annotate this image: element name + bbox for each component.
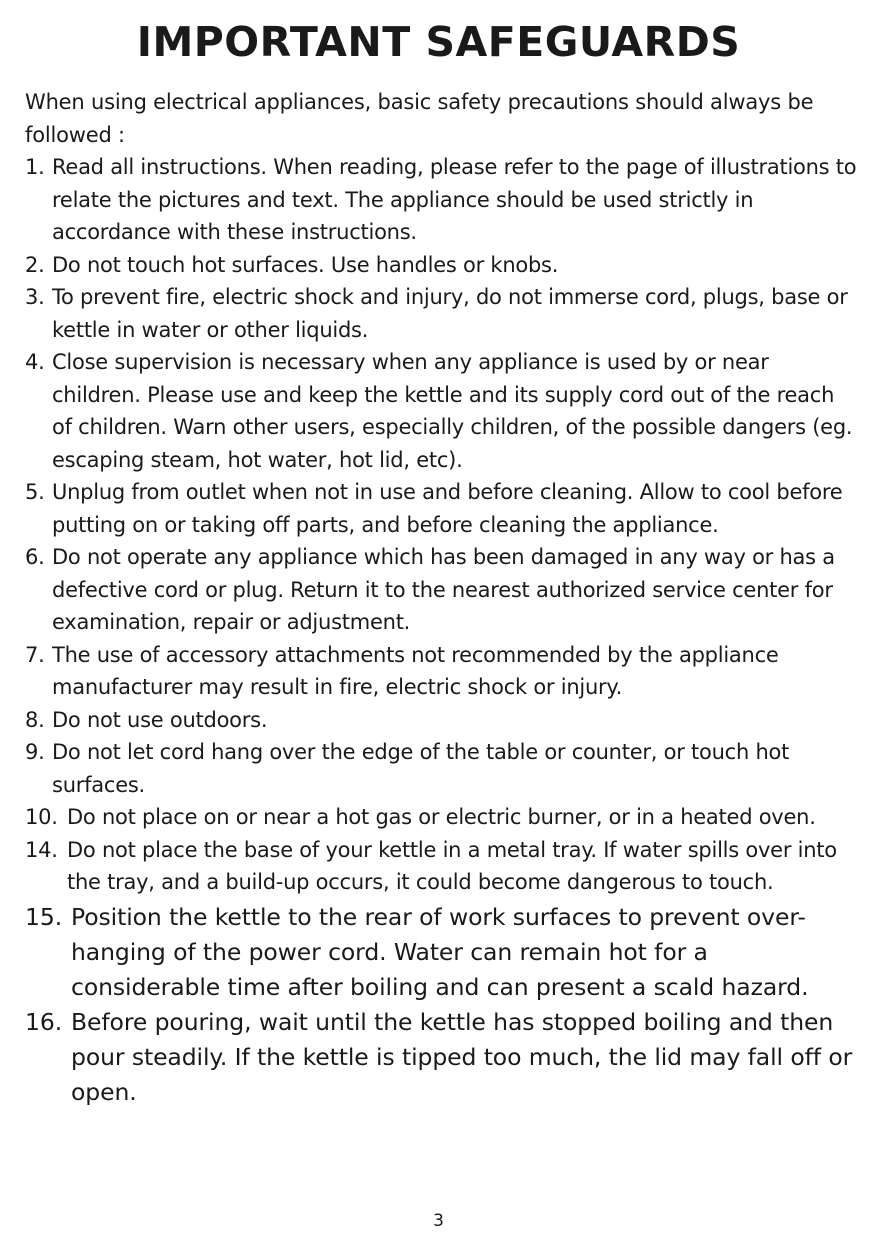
list-item — [25, 541, 860, 639]
intro-paragraph: When using electrical appliances, basic safety precautions should always be followed : — [25, 90, 814, 147]
item-text: Before pouring, wait until the kettle has stopped boiling and then pour steadily. If the kettle is tipped too much, the lid may fall off or open. — [71, 1007, 853, 1106]
item-number: 8. — [25, 707, 45, 732]
safeguards-list — [25, 151, 860, 1110]
list-item — [25, 834, 860, 899]
list-item — [25, 151, 860, 249]
page-title: IMPORTANT SAFEGUARDS — [136, 18, 741, 66]
item-text: Unplug from outlet when not in use and before cleaning. Allow to cool before putting on or taking off parts, and before cleaning the appliance. — [52, 480, 843, 537]
item-text: Do not place on or near a hot gas or electric burner, or in a heated oven. — [67, 805, 816, 829]
item-text: Do not use outdoors. — [52, 707, 268, 732]
item-number: 5. — [25, 480, 45, 504]
item-text: The use of accessory attachments not recommended by the appliance manufacturer may result in fire, electric shock or injury. — [52, 642, 779, 699]
list-item — [25, 476, 860, 541]
list-item — [25, 281, 860, 346]
item-number: 15. — [25, 902, 63, 931]
list-item — [25, 801, 860, 834]
item-number: 16. — [25, 1007, 63, 1036]
item-text: Close supervision is necessary when any appliance is used by or near children. Please use and keep the kettle and its supply cord out of the reach of children. Warn other users, especially children, of the possible dangers (eg. escaping steam, hot water, hot lid, etc). — [52, 350, 853, 472]
item-text: Read all instructions. When reading, please refer to the page of illustrations to relate the pictures and text. The appliance should be used strictly in accordance with these instructions. — [52, 155, 857, 244]
item-text: Position the kettle to the rear of work surfaces to prevent over-hanging of the power cord. Water can remain hot for a considerable time after boiling and can present a scald hazard. — [71, 902, 809, 1001]
item-text: Do not touch hot surfaces. Use handles or knobs. — [52, 252, 559, 277]
item-number: 6. — [25, 545, 45, 569]
list-item — [25, 1005, 860, 1110]
item-number: 4. — [25, 350, 45, 374]
list-item — [25, 900, 860, 1005]
list-item — [25, 736, 860, 801]
item-text: Do not place the base of your kettle in a metal tray. If water spills over into the tray, and a build-up occurs, it could become dangerous to touch. — [67, 837, 837, 894]
item-number: 2. — [25, 252, 45, 277]
item-text: To prevent fire, electric shock and injury, do not immerse cord, plugs, base or kettle in water or other liquids. — [52, 285, 848, 342]
list-item — [25, 249, 860, 282]
list-item — [25, 639, 860, 704]
item-number: 3. — [25, 285, 45, 309]
safeguards-content — [25, 86, 860, 1110]
item-text: Do not let cord hang over the edge of the table or counter, or touch hot surfaces. — [52, 740, 790, 797]
list-item — [25, 704, 860, 737]
item-number: 9. — [25, 740, 45, 764]
list-item — [25, 346, 860, 476]
item-number: 1. — [25, 155, 45, 179]
item-number: 10. — [25, 805, 58, 829]
item-number: 14. — [25, 837, 58, 862]
item-number: 7. — [25, 642, 45, 667]
page-number: 3 — [433, 1211, 444, 1231]
item-text: Do not operate any appliance which has been damaged in any way or has a defective cord or plug. Return it to the nearest authorized service center for examination, repair or adjustment. — [52, 545, 835, 634]
